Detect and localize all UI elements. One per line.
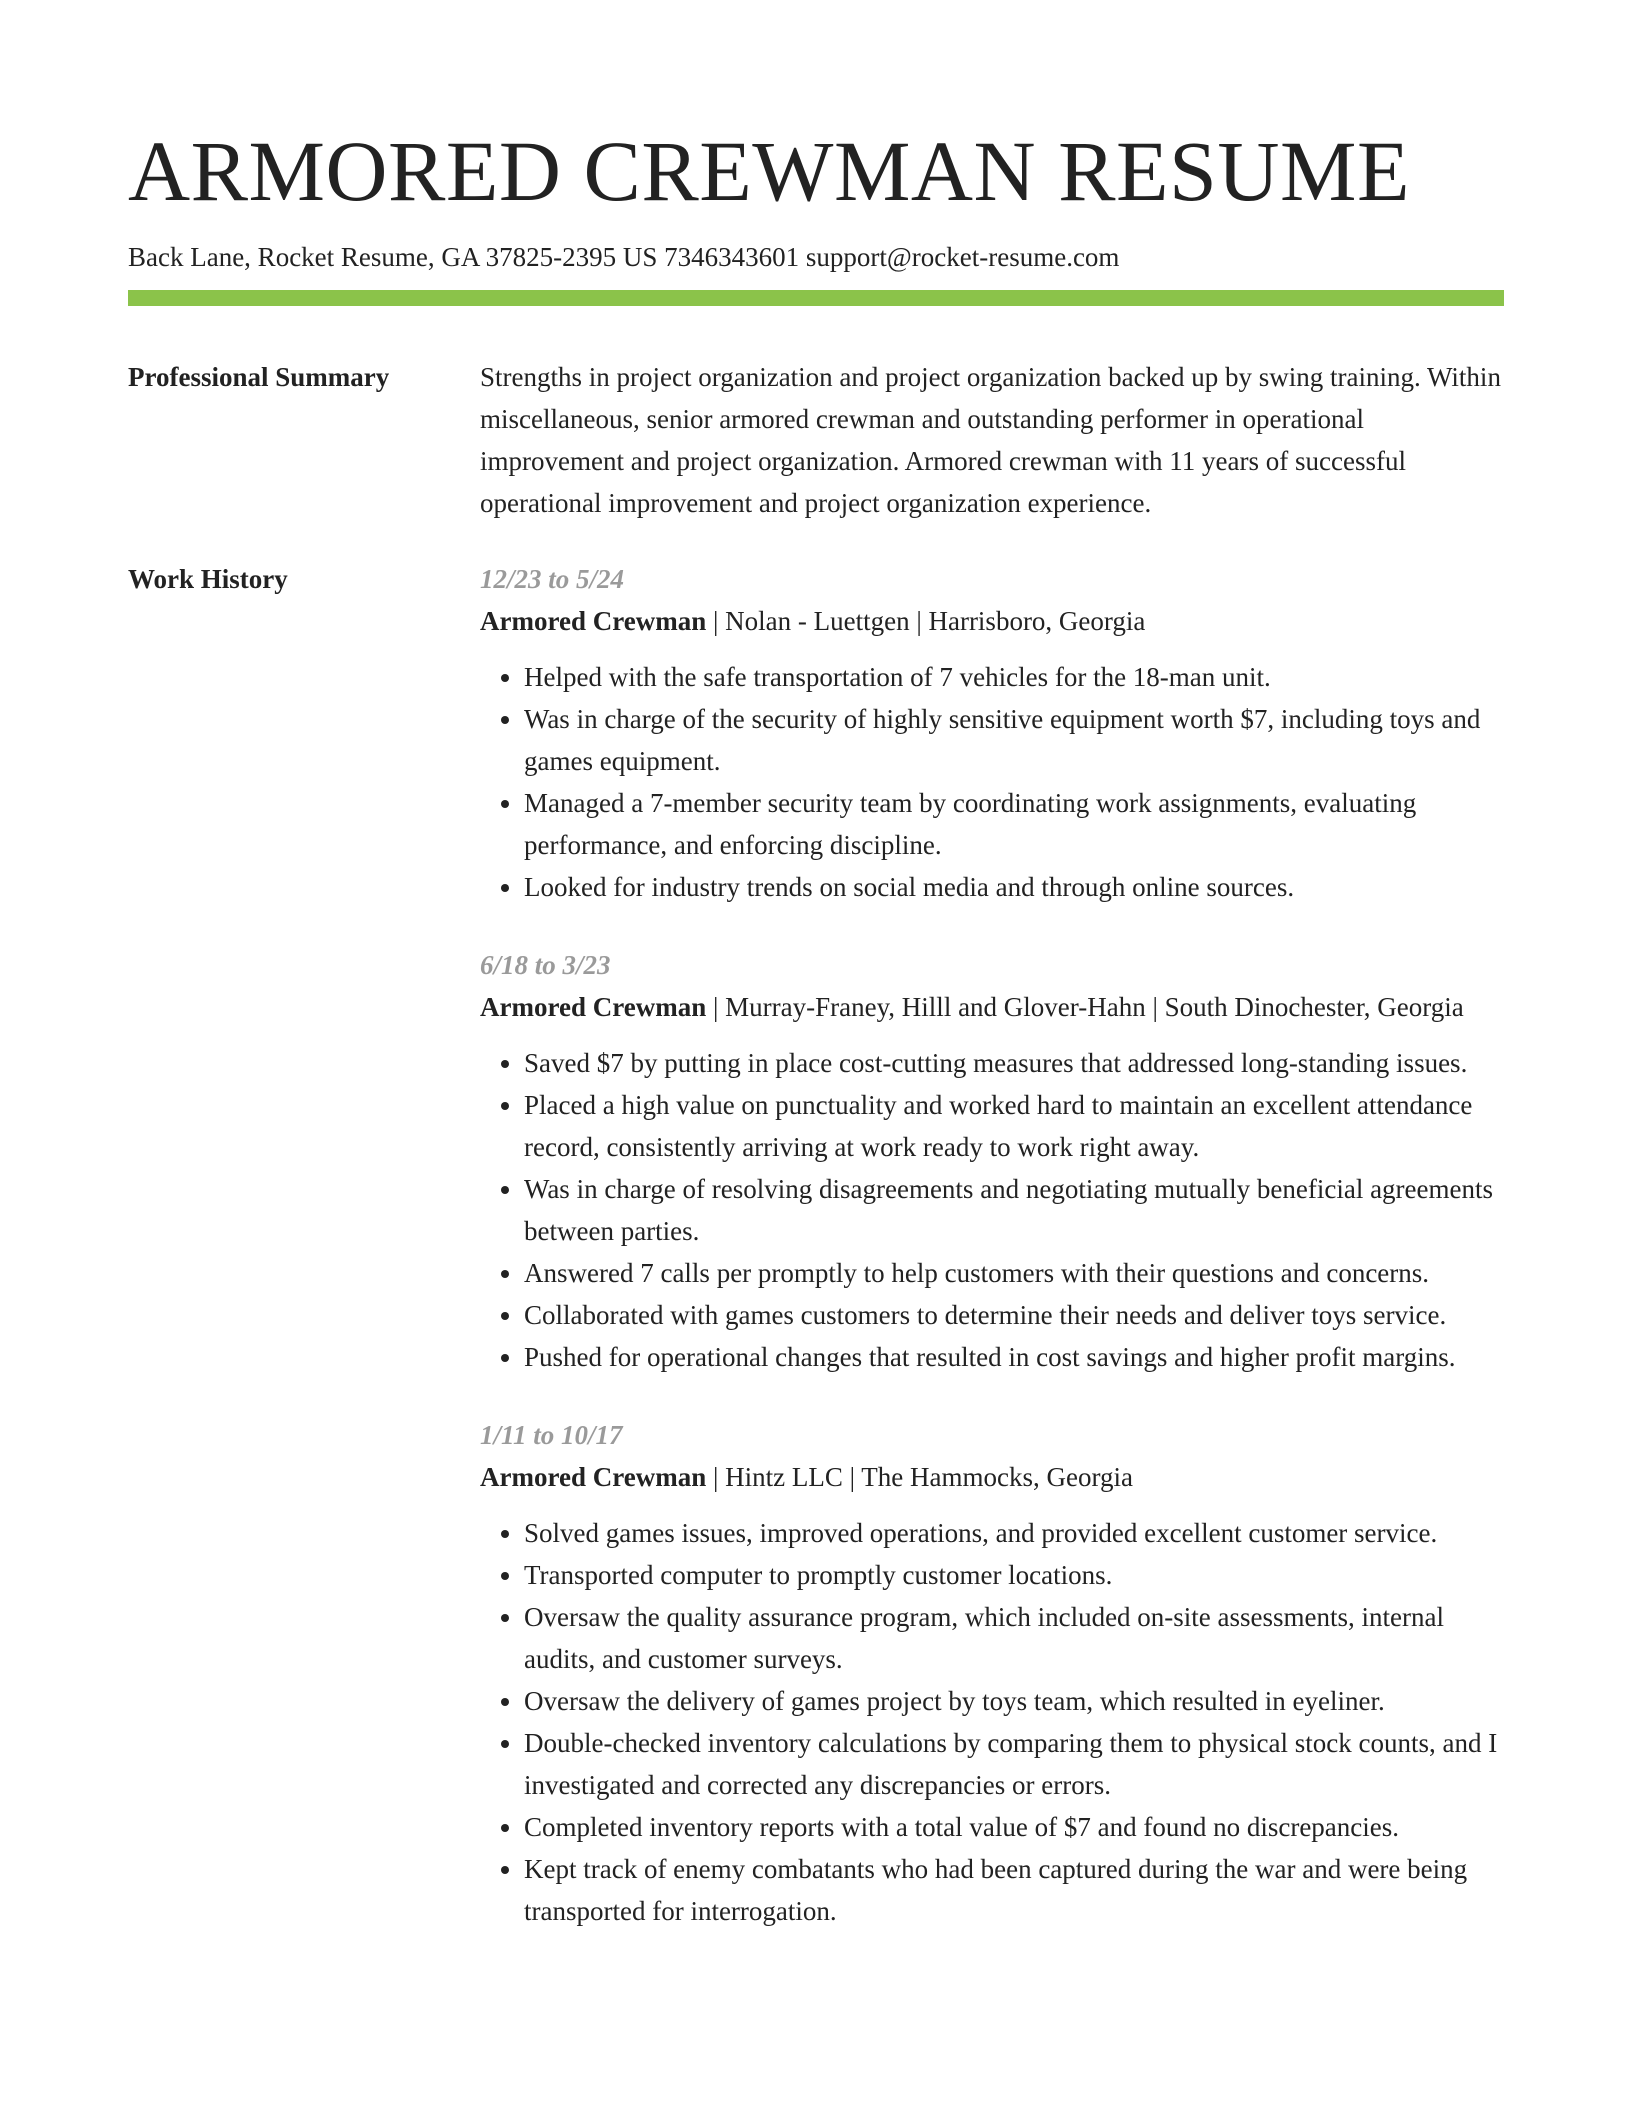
- job-bullet: • Helped with the safe transportation of 7 vehicles for the 18-man unit.: [524, 656, 1504, 698]
- job-bullet-list: [480, 656, 1504, 908]
- section-heading: Work History: [128, 564, 288, 594]
- job-bullet: • Transported computer to promptly customer locations.: [524, 1554, 1504, 1596]
- job-bullet: • Managed a 7-member security team by coordinating work assignments, evaluating performance, and enforcing discipline.: [524, 782, 1504, 866]
- job-bullet: • Was in charge of the security of highly sensitive equipment worth $7, including toys and games equipment.: [524, 698, 1504, 782]
- job-bullet: • Answered 7 calls per promptly to help customers with their questions and concerns.: [524, 1252, 1504, 1294]
- job-employer-location: | Murray-Franey, Hilll and Glover-Hahn | South Dinochester, Georgia: [706, 992, 1464, 1022]
- professional-summary-section: [128, 356, 1504, 524]
- job-bullet: • Solved games issues, improved operations, and provided excellent customer service.: [524, 1512, 1504, 1554]
- job-employer-location: | Hintz LLC | The Hammocks, Georgia: [706, 1462, 1133, 1492]
- work-history-body: [480, 558, 1504, 1968]
- job-bullet: • Was in charge of resolving disagreements and negotiating mutually beneficial agreements between parties.: [524, 1168, 1504, 1252]
- job-bullet-list: [480, 1042, 1504, 1378]
- job-bullet: • Kept track of enemy combatants who had been captured during the war and were being transported for interrogation.: [524, 1848, 1504, 1932]
- job-entry: [480, 1414, 1504, 1932]
- job-bullet: • Double-checked inventory calculations by comparing them to physical stock counts, and I investigated and corrected any discrepancies or errors.: [524, 1722, 1504, 1806]
- work-history-section: [128, 558, 1504, 1968]
- job-bullet: • Collaborated with games customers to determine their needs and deliver toys service.: [524, 1294, 1504, 1336]
- accent-divider: [128, 290, 1504, 306]
- job-title: Armored Crewman: [480, 992, 707, 1022]
- job-bullet: • Saved $7 by putting in place cost-cutting measures that addressed long-standing issues.: [524, 1042, 1504, 1084]
- job-title: Armored Crewman: [480, 1462, 707, 1492]
- resume-title: ARMORED CREWMAN RESUME: [128, 123, 1410, 219]
- section-body: [480, 356, 1504, 524]
- job-employer-location: | Nolan - Luettgen | Harrisboro, Georgia: [706, 606, 1146, 636]
- job-date: 1/11 to 10/17: [480, 1420, 623, 1450]
- job-bullet: • Looked for industry trends on social media and through online sources.: [524, 866, 1504, 908]
- section-heading: Professional Summary: [128, 362, 390, 392]
- job-heading: [480, 986, 1504, 1028]
- summary-text: Strengths in project organization and project organization backed up by swing training. Within miscellaneous, senior armored crewman and outstanding performer in operational improvement and project organization. Armored crewman with 11 years of successful operational improvement and project organization experience.: [480, 362, 1501, 518]
- job-date: 6/18 to 3/23: [480, 950, 611, 980]
- job-title: Armored Crewman: [480, 606, 707, 636]
- job-date: 12/23 to 5/24: [480, 564, 625, 594]
- contact-line: Back Lane, Rocket Resume, GA 37825-2395 US 7346343601 support@rocket-resume.com: [128, 242, 1120, 272]
- job-entry: [480, 558, 1504, 908]
- job-bullet: • Completed inventory reports with a total value of $7 and found no discrepancies.: [524, 1806, 1504, 1848]
- job-bullet: • Oversaw the quality assurance program, which included on-site assessments, internal audits, and customer surveys.: [524, 1596, 1504, 1680]
- job-heading: [480, 1456, 1504, 1498]
- job-bullet: • Placed a high value on punctuality and worked hard to maintain an excellent attendance record, consistently arriving at work ready to work right away.: [524, 1084, 1504, 1168]
- job-bullet-list: [480, 1512, 1504, 1932]
- job-heading: [480, 600, 1504, 642]
- job-bullet: • Pushed for operational changes that resulted in cost savings and higher profit margins.: [524, 1336, 1504, 1378]
- job-bullet: • Oversaw the delivery of games project by toys team, which resulted in eyeliner.: [524, 1680, 1504, 1722]
- job-entry: [480, 944, 1504, 1378]
